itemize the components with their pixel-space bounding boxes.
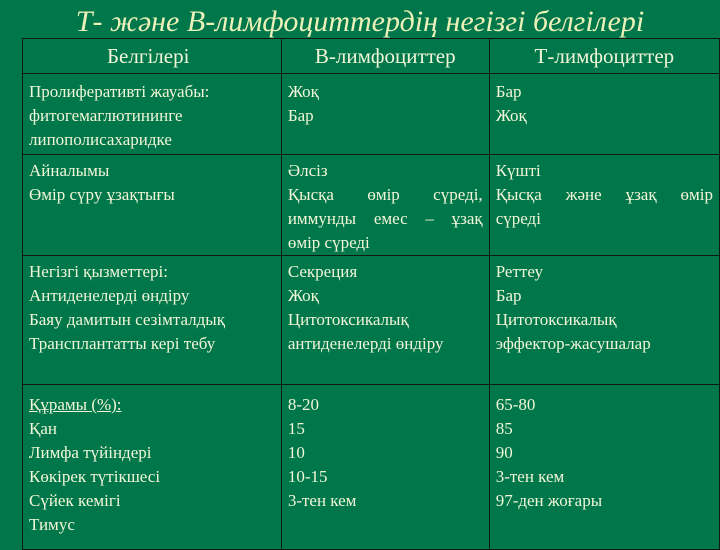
- table-header-row: [23, 39, 720, 74]
- feature-line: Трансплантатты кері тебу: [29, 334, 216, 353]
- slide-title: Т- және В-лимфоциттердің негізгі белгілері: [75, 5, 645, 38]
- t-value: 85: [495, 419, 513, 438]
- header-b-lymphocytes: В-лимфоциттер: [281, 39, 489, 74]
- feature-line: Өмір сүру ұзақтығы: [29, 185, 175, 204]
- feature-line: липополисахаридке: [29, 130, 172, 149]
- b-value: Цитотоксикалық: [287, 310, 409, 329]
- b-value: өмір сүреді: [287, 233, 370, 252]
- t-value: Бар: [495, 82, 522, 101]
- feature-line: Пролиферативті жауабы:: [29, 82, 210, 101]
- b-value: Бар: [287, 106, 314, 125]
- t-value: Жоқ: [495, 106, 527, 125]
- t-value: 3-тен кем: [495, 467, 565, 486]
- t-value: эффектор-жасушалар: [495, 334, 651, 353]
- table-row: [23, 256, 720, 385]
- b-cell: [281, 256, 489, 385]
- feature-line: Баяу дамитын сезімталдық: [29, 310, 225, 329]
- feature-line: Тимус: [29, 515, 75, 534]
- t-value: 90: [495, 443, 513, 462]
- comparison-table: [22, 38, 720, 550]
- header-t-lymphocytes: Т-лимфоциттер: [489, 39, 719, 74]
- feature-cell: [23, 74, 282, 155]
- t-value: сүреді: [495, 209, 541, 228]
- feature-line: Сүйек кемігі: [29, 491, 121, 510]
- feature-cell: [23, 155, 282, 256]
- t-value: 65-80: [495, 395, 536, 414]
- b-value: 15: [287, 419, 305, 438]
- b-cell: [281, 155, 489, 256]
- b-value: 10-15: [287, 467, 328, 486]
- table-row: [23, 385, 720, 550]
- b-value: антиденелерді өндіру: [287, 334, 444, 353]
- t-value: Қысқа және ұзақ өмір: [495, 185, 713, 204]
- b-cell: [281, 74, 489, 155]
- b-cell: [281, 385, 489, 550]
- feature-line: Негізгі қызметтері:: [29, 262, 168, 281]
- b-value: Секреция: [287, 262, 358, 281]
- feature-line: Көкірек түтікшесі: [29, 467, 161, 486]
- t-cell: [489, 385, 719, 550]
- b-value: иммунды емес – ұзақ: [287, 209, 483, 228]
- table-row: [23, 74, 720, 155]
- t-cell: [489, 74, 719, 155]
- b-value: Әлсіз: [287, 161, 328, 180]
- feature-line: Айналымы: [29, 161, 110, 180]
- b-value: 10: [287, 443, 305, 462]
- b-value: Жоқ: [287, 82, 319, 101]
- t-value: Реттеу: [495, 262, 543, 281]
- t-value: Бар: [495, 286, 522, 305]
- feature-line: фитогемаглютининге: [29, 106, 183, 125]
- b-value: Қысқа өмір сүреді,: [287, 185, 483, 204]
- t-value: 97-ден жоғары: [495, 491, 603, 510]
- t-value: Цитотоксикалық: [495, 310, 617, 329]
- header-features: Белгілері: [23, 39, 282, 74]
- table-row: [23, 155, 720, 256]
- t-value: Күшті: [495, 161, 541, 180]
- b-value: Жоқ: [287, 286, 319, 305]
- b-value: 8-20: [287, 395, 319, 414]
- feature-line: Құрамы (%):: [29, 395, 122, 414]
- feature-line: Лимфа түйіндері: [29, 443, 152, 462]
- t-cell: [489, 256, 719, 385]
- feature-line: Антиденелерді өндіру: [29, 286, 190, 305]
- feature-cell: [23, 256, 282, 385]
- feature-line: Қан: [29, 419, 57, 438]
- feature-cell: [23, 385, 282, 550]
- t-cell: [489, 155, 719, 256]
- b-value: 3-тен кем: [287, 491, 357, 510]
